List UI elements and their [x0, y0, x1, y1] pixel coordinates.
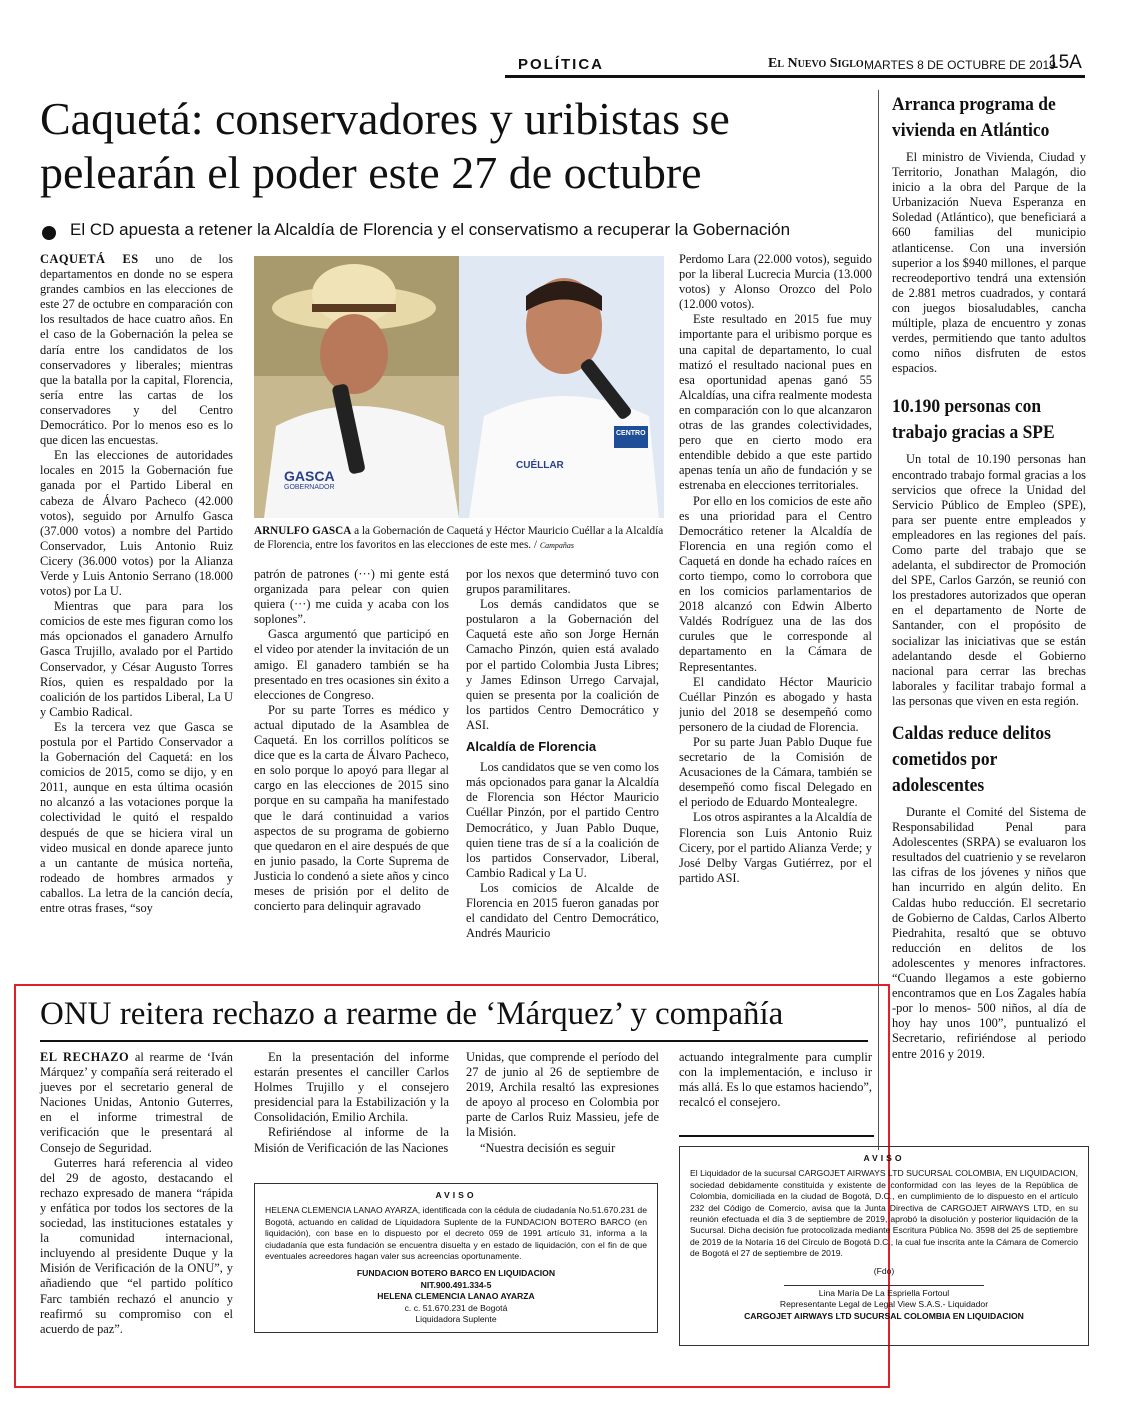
- article-column-3: [466, 567, 659, 977]
- notice-2-body: El Liquidador de la sucursal CARGOJET AIRWAYS LTD SUCURSAL COLOMBIA, EN LIQUIDACION, sociedad debidamente constituida y existente de conformidad con las leyes de la República de Colombia, domiciliada en la ciudad de Bogotá, D.C., en cumplimiento de lo dispuesto en el artículo 232 del Código de Comercio, avisa que la Junta Directiva de CARGOJET AIRWAYS LTD, en su reunión efectuada el día 3 de septiembre de 2019, aprobó la disolución y posterior liquidación de la Sucursal. Dicha decisión fue protocolizada mediante Escritura Pública No. 3598 del 25 de septiembre de 2019 de la Notaría 16 del Círculo de Bogotá D.C., la cual fue inscrita ante la Cámara de Comercio de Bogotá el 27 de septiembre de 2019.: [690, 1168, 1078, 1259]
- notice-1-line-2: NIT.900.491.334-5: [420, 1279, 492, 1290]
- onu-column-2: [254, 1050, 449, 1156]
- caption-text: a la Gobernación de Caquetá y Héctor Mauricio Cuéllar a la Alcaldía de Florencia, entre los favoritos en las elecciones de este mes. /: [254, 525, 664, 551]
- onu-c4-p1: actuando integralmente para cumplir con la implementación, e incluso ir más allá. Es lo que estamos haciendo”, recalcó el consejero.: [679, 1050, 872, 1110]
- page-number: 15A: [1048, 52, 1082, 73]
- article-text: Los comicios de Alcalde de Florencia en 2015 fueron ganadas por el candidato del Centro Democrático, Andrés Mauricio: [466, 880, 659, 941]
- photo-caption: [254, 524, 664, 553]
- sidebar-text-3: Durante el Comité del Sistema de Responsabilidad Penal para Adolescentes (SRPA) se evaluaron los resultados del cuatrienio y se revelaron las cifras de los jóvenes y niños que han incurrido en algún delito. En Caldas hubo reducción. El secretario de Gobierno de Caldas, Carlos Alberto Piedrahita, resaltó que se obtuvo reducción en delitos de los adolescentes y menores infractores. “Cuando llegamos a este gobierno encontramos que en Los Zagales había -por lo menos- 500 niños, al día de hoy hay unos 100”, puntualizó el Secretario, refiriéndose al periodo entre 2016 y 2019.: [892, 805, 1086, 1061]
- article-text: Los otros aspirantes a la Alcaldía de Florencia son Luis Antonio Ruiz Cicery, por el partido Alianza Verde; y José Delby Vargas Gutiérrez, por el partido ASI.: [679, 810, 872, 885]
- signature-line: [784, 1285, 984, 1286]
- article-text: Es la tercera vez que Gasca se postula por el Partido Conservador a la Gobernación del Caquetá: en los comicios de 2015, como se dijo, y en 2011, aunque en esta última ocasión no alcanzó a las votaciones porque la colectividad le quitó el respaldo después de que se hiciera viral un video musical en donde aparece junto a un cantante de música norteña, rodeado de hombres armados y caballos. La letra de la canción decía, entre otras frases, “soy: [40, 719, 233, 916]
- article-paragraph: [40, 599, 233, 720]
- gasca-shirt-subtext: GOBERNADOR: [284, 484, 335, 491]
- notice-1-line-1: FUNDACION BOTERO BARCO EN LIQUIDACION: [356, 1268, 556, 1279]
- article-subhead: Alcaldía de Florencia: [466, 739, 597, 755]
- article-paragraph: [466, 881, 659, 941]
- article-column-2: [254, 567, 449, 977]
- legal-notice-2: [679, 1146, 1089, 1346]
- sidebar-text-2: Un total de 10.190 personas han encontrado trabajo formal gracias a los servicios que ofrece la Unidad del Servicio Público de Empleo (SPE), para ser puente entre empleados y empleadores en las regiones del país. Como parte del trabajo que se adelanta, el subdirector de Promoción del SPE, Carlos Garzón, se reunió con los prestadores autorizados que operan en el departamento de Norte de Santander, con el propósito de socializar las iniciativas que se están adelantando desde el Gobierno nacional para cerrar las brechas laborales y facilitar trabajo formal a las personas que viven en esta región.: [892, 452, 1086, 708]
- notice-2-signer: Lina María De La Espriella Fortoul: [818, 1288, 950, 1299]
- sidebar-title-2: 10.190 personas con trabajo gracias a SPE: [892, 396, 1055, 444]
- deck-bullet-icon: [42, 226, 56, 240]
- article-paragraph: [679, 312, 872, 493]
- onu-c1-p1: al rearme de ‘Iván Márquez’ y compañía será reiterado el jueves por el secretario general de Naciones Unidas, Antonio Guterres, en el informe trimestral de verificación que le presentará al Consejo de Seguridad.: [40, 1050, 234, 1155]
- onu-lead: EL RECHAZO: [40, 1050, 130, 1064]
- article-text: Por su parte Torres es médico y actual diputado de la Asamblea de Caquetá. En los corrillos políticos se dice que es la carta de Álvaro Pacheco, en solo porque lo apoyó para llegar al cargo en las elecciones de 2015 sino porque en su campaña ha manifestado que le dará continuidad a varios aspectos de su programa de gobierno que quedaron en el aire después de que en junio pasado, la Corte Suprema de Justicia lo condenó a siete años y cinco meses de prisión por el delito de concierto para delinquir agravado: [254, 702, 449, 914]
- caption-bold: ARNULFO GASCA: [254, 525, 352, 537]
- notice-1-line-4: c. c. 51.670.231 de Bogotá: [404, 1302, 508, 1313]
- main-headline: Caquetá: conservadores y uribistas se pelearán el poder este 27 de octubre: [40, 93, 730, 198]
- notice-2-rule: [679, 1135, 874, 1137]
- article-text: Gasca argumentó que participó en el video por atender la invitación de un amigo. El ganadero también se ha presentado en tres ocasiones sin éxito a elecciones de Congreso.: [254, 627, 449, 702]
- article-text: Perdomo Lara (22.000 votos), seguido por la liberal Lucrecia Murcia (13.000 votos) y Alonso Orozco del Polo (12.000 votos).: [679, 252, 872, 312]
- article-column-1: [40, 252, 233, 974]
- article-paragraph: [679, 810, 872, 885]
- section-label: POLÍTICA: [518, 56, 604, 73]
- article-paragraph: [679, 494, 872, 675]
- onu-c3-p2: “Nuestra decisión es seguir: [480, 1140, 616, 1155]
- cuellar-shirt-text: CUÉLLAR: [516, 460, 564, 471]
- onu-c2-p1: En la presentación del informe estarán presentes el canciller Carlos Holmes Trujillo y el consejero presidencial para la Estabilización y la Consolidación, Emilio Archila.: [254, 1050, 449, 1125]
- article-text: El candidato Héctor Mauricio Cuéllar Pinzón es abogado y hasta junio del 2018 se desempeñó como personero de la ciudad de Florencia.: [679, 674, 872, 734]
- gasca-shirt-text: GASCA: [284, 468, 335, 484]
- article-text: por los nexos que determinó tuvo con grupos paramilitares.: [466, 567, 659, 597]
- article-text: Por ello en los comicios de este año es una prioridad para el Centro Democrático retener la Alcaldía de Florencia en una región como el Caquetá en donde ha echado raíces en corto tiempo, como lo corrobora que en los comicios parlamentarios de 2018 alcanzó con Edwin Alberto Valdés Rodríguez una de las dos curules que le corresponde al departamento en la Cámara de Representantes.: [679, 493, 872, 674]
- onu-column-1: [40, 1050, 233, 1337]
- onu-column-3: [466, 1050, 659, 1156]
- onu-c1-p2: Guterres hará referencia al video del 29 de agosto, destacando el rechazo expresado de manera “rápida y enfática por todos los sectores de la sociedad, las instituciones estatales y la comunidad internacional, incluyendo al presidente Duque y la Misión de Verificación de la ONU”, y añadiendo que “el partido político Farc también rechazó el anuncio y reafirmó su compromiso con el acuerdo de paz”.: [40, 1155, 233, 1336]
- article-text: Mientras que para para los comicios de este mes figuran como los más opcionados el ganadero Arnulfo Gasca Trujillo, avalado por el Partido Conservador, y César Augusto Torres Ríos, quien es respaldado por la coalición de los partidos Liberal, La U y Cambio Radical.: [40, 599, 233, 719]
- article-text: En las elecciones de autoridades locales en 2015 la Gobernación fue ganada por el Partido Liberal en cabeza de Álvaro Pacheco (42.000 votos), seguido por Arnulfo Gasca (37.000 votos) a nombre del Partido Conservador, Luis Antonio Ruiz Cicery (36.000 votos) por la Alianza Verde y Luis Antonio Serrano (18.000 votos) por La U.: [40, 448, 233, 599]
- sidebar-title-1: Arranca programa de vivienda en Atlántico: [892, 94, 1056, 141]
- notice-2-title: AVISO: [863, 1153, 905, 1163]
- sidebar: [892, 92, 1086, 1062]
- notice-1-body: HELENA CLEMENCIA LANAO AYARZA, identificada con la cédula de ciudadanía No.51.670.231 de Bogotá, actuando en calidad de Liquidadora Suplente de la FUNDACION BOTERO BARCO (en liquidación), con base en lo dispuesto por el decreto 059 de 1991 artículo 31, informa a la ciudadanía que esta fundación se encuentra disuelta y en estado de liquidación, con el fin de que eventuales acreedores hagan valer sus acreencias oportunamente.: [265, 1205, 647, 1262]
- onu-column-4: [679, 1050, 872, 1110]
- article-text: patrón de patrones (···) mi gente está organizada para pelear con quien quiera (···) me cuida y acaba con los soplones”.: [254, 567, 449, 627]
- notice-2-company: CARGOJET AIRWAYS LTD SUCURSAL COLOMBIA EN LIQUIDACION: [744, 1310, 1024, 1321]
- issue-date: MARTES 8 DE OCTUBRE DE 2019: [864, 58, 1056, 72]
- article-text: Los demás candidatos que se postularon a la Gobernación del Caquetá este año son Jorge Hernán Camacho Pinzón, quien está avalado por el partido Colombia Justa Libres; y James Edinson Urrego Carvajal, quien se presenta por la coalición de los partidos Centro Democrático y ASI.: [466, 597, 659, 732]
- sidebar-text-1: El ministro de Vivienda, Ciudad y Territorio, Jonathan Malagón, dio inicio a la obra del Parque de la Urbanización Nueva Esperanza en Soledad (Atlántico), que beneficiará a 660 familias del municipio atlanticense. Con una inversión superior a los $940 millones, el parque recreodeportivo tendrá una extensión de 2.881 metros cuadrados, y contará con juegos biosaludables, cancha múltiple, plaza de encuentro y zonas verdes, permitiendo que tanto adultos como niños disfruten de estos espacios.: [892, 150, 1086, 376]
- onu-headline: ONU reitera rechazo a rearme de ‘Márquez’ y compañía: [40, 996, 784, 1032]
- article-column-4: [679, 252, 872, 974]
- onu-c2-p2: Refiriéndose al informe de la Misión de Verificación de las Naciones: [254, 1125, 449, 1155]
- article-text: Este resultado en 2015 fue muy importante para el uribismo porque es una capital de departamento, lo cual matizó el resultado nacional pues en esa oportunidad apenas ganó 55 Alcaldías, una cifra realmente modesta en comparación con lo que alcanzaron otras de las grandes colectividades, pero que en cierto modo era entendible debido a que este partido apenas tenía un año de fundación y se estrenaba en elecciones territoriales.: [679, 312, 872, 493]
- newspaper-brand: El Nuevo Siglo: [768, 56, 864, 71]
- notice-1-title: AVISO: [435, 1190, 477, 1200]
- article-paragraph: [254, 627, 449, 702]
- article-paragraph: [679, 735, 872, 810]
- article-lead: CAQUETÁ ES: [40, 252, 139, 266]
- notice-2-fdo: (Fdo): [873, 1265, 895, 1276]
- article-paragraph: [679, 252, 872, 312]
- notice-2-role: Representante Legal de Legal View S.A.S.- Liquidador: [779, 1299, 989, 1310]
- onu-rule: [40, 1040, 868, 1042]
- article-text: Los candidatos que se ven como los más opcionados para ganar la Alcaldía de Florencia son Héctor Mauricio Cuéllar Pinzón, por el partido Centro Democrático, y Juan Pablo Duque, quien tiene tras de sí a la coalición de los partidos Conservador, Liberal, Cambio Radical y La U.: [466, 760, 659, 880]
- header-rule: [505, 75, 1085, 78]
- article-paragraph: [466, 597, 659, 733]
- candidates-photo: [254, 256, 664, 518]
- notice-1-line-5: Liquidadora Suplente: [415, 1314, 497, 1325]
- article-text: uno de los departamentos en donde no se espera grandes cambios en las elecciones de este 27 de octubre en comparación con los resultados de hace cuatro años. En el caso de la Gobernación la pelea se daría entre los candidatos de los conservadores y liberales; mientras que la batalla por la capital, Florencia, sería entre las cartas de los conservadores y del Centro Democrático. Por lo menos eso es lo que dicen las encuestas.: [40, 252, 233, 448]
- notice-1-line-3: HELENA CLEMENCIA LANAO AYARZA: [377, 1291, 535, 1302]
- sidebar-title-3: Caldas reduce delitos cometidos por adolescentes: [892, 723, 1051, 796]
- article-paragraph: [466, 760, 659, 881]
- article-paragraph: [466, 567, 659, 597]
- main-deck: El CD apuesta a retener la Alcaldía de Florencia y el conservatismo a recuperar la Gobernación: [70, 220, 791, 239]
- onu-c3-p1: Unidas, que comprende el período del 27 de junio al 26 de septiembre de 2019, Archila resaltó las expresiones de apoyo al proceso en Colombia por parte de Carlos Ruiz Massieu, jefe de la Misión.: [466, 1050, 659, 1140]
- article-paragraph: [254, 703, 449, 914]
- centro-logo: CENTRO: [616, 430, 646, 437]
- legal-notice-1: [254, 1183, 658, 1333]
- article-paragraph: [254, 567, 449, 627]
- article-paragraph: [40, 252, 233, 448]
- article-text: Por su parte Juan Pablo Duque fue secretario de la Comisión de Acusaciones de la Cámara, también se desempeñó como fiscal Delegado en el periodo de Eduardo Montealegre.: [679, 735, 872, 810]
- article-paragraph: [40, 720, 233, 916]
- article-paragraph: [679, 675, 872, 735]
- article-paragraph: [40, 448, 233, 599]
- caption-credit: Campañas: [539, 541, 575, 550]
